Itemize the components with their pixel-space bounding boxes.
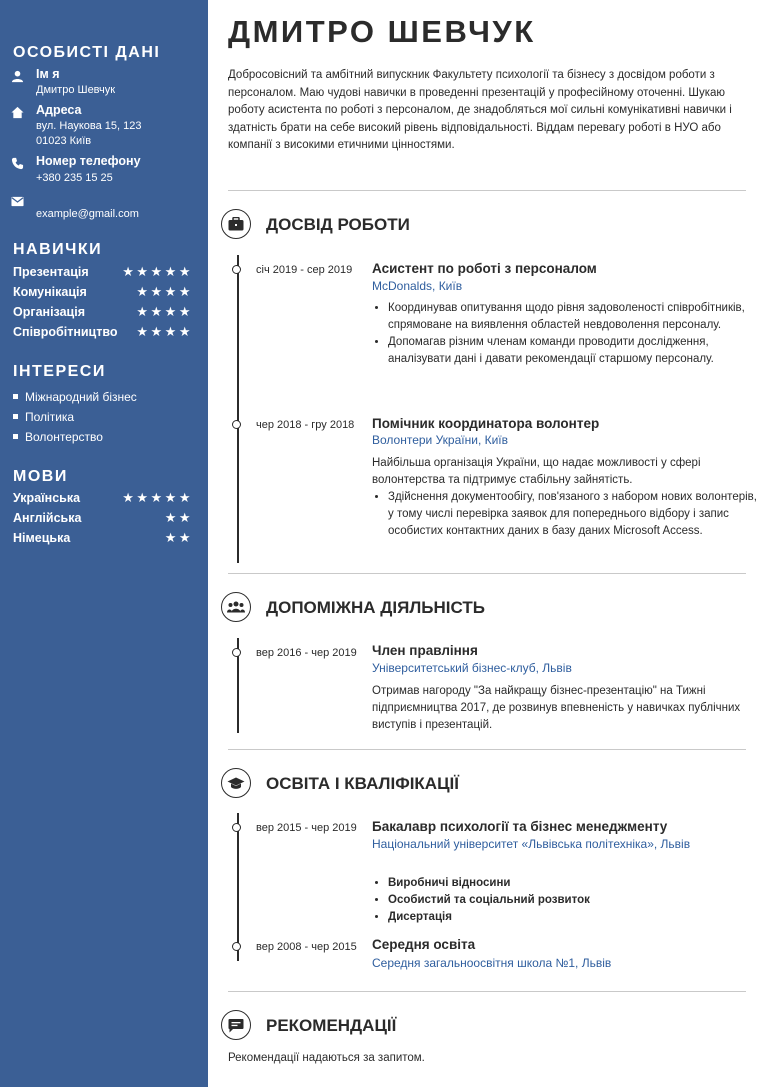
skill-name: Презентація [13,265,89,279]
speech-bubble-icon [221,1010,251,1040]
interest-item [13,410,74,424]
timeline-dot [232,942,241,951]
divider [228,991,746,992]
list-item: • Виробничі відносини [388,875,762,892]
job-bullets [372,300,762,368]
group-icon [221,592,251,622]
name-label: Ім я [36,67,60,81]
graduation-cap-icon [221,768,251,798]
interest-item [13,390,137,404]
job-date: січ 2019 - сер 2019 [256,264,353,276]
candidate-name: ДМИТРО ШЕВЧУК [228,14,536,49]
name-value: Дмитро Шевчук [36,84,116,96]
mail-icon [11,194,25,208]
employer: Волонтери України, Київ [372,433,509,447]
activity-date: вер 2016 - чер 2019 [256,647,357,659]
list-item: • Дисертація [388,909,762,926]
timeline-dot [232,648,241,657]
address-label: Адреса [36,103,82,117]
list-item: • Особистий та соціальний розвиток [388,892,762,909]
star-rating: ★★ [164,510,193,525]
skill-row [13,285,193,303]
references-text: Рекомендації надаються за запитом. [228,1052,425,1064]
skill-row [13,325,193,343]
list-item: • Координував опитування щодо рівня задоволеності співробітників, спрямоване на виявлення областей невдоволення персоналу. [388,300,762,334]
education-date: вер 2015 - чер 2019 [256,822,357,834]
language-row [13,511,193,529]
phone-label: Номер телефону [36,154,141,168]
person-icon [11,70,25,84]
employer: McDonalds, Київ [372,279,463,293]
degree-title: Середня освіта [372,937,476,952]
square-bullet-icon [13,414,18,419]
institution: Національний університет «Львівська політехніка», Львів [372,837,691,851]
activity-org: Університетський бізнес-клуб, Львів [372,661,572,675]
education-heading: ОСВІТА І КВАЛІФІКАЦІЇ [266,774,459,793]
star-rating: ★★★★ [136,324,193,339]
home-icon [11,106,25,120]
star-rating: ★★ [164,530,193,545]
star-rating: ★★★★★ [122,490,193,505]
email-value: example@gmail.com [36,208,139,220]
phone-icon [11,157,25,171]
star-rating: ★★★★ [136,284,193,299]
job-date: чер 2018 - гру 2018 [256,419,355,431]
interests-heading: ІНТЕРЕСИ [13,363,106,380]
language-row [13,491,193,509]
phone-value: +380 235 15 25 [36,172,113,184]
timeline-line [237,255,239,563]
briefcase-icon [221,209,251,239]
list-item: • Здійснення документообігу, пов'язаного з набором нових волонтерів, у тому числі перевірка заявок для попереднього відбору і запис особистих контактних даних в базу даних Microsoft Access. [388,489,762,540]
star-rating: ★★★★ [136,304,193,319]
divider [228,749,746,750]
job-title: Помічник координатора волонтер [372,416,600,431]
square-bullet-icon [13,434,18,439]
skill-name: Організація [13,305,85,319]
timeline-dot [232,823,241,832]
list-item: • Допомагав різним членам команди проводити дослідження, аналізувати дані і давати рекомендації старшому персоналу. [388,334,762,368]
summary-text: Добросовісний та амбітний випускник Факультету психології та бізнесу з досвідом роботи з персоналом. Маю чудові навички в проведенні презентацій у професійному оточенні. Шукаю роботу асистента по роботі з персоналом, де знадобляться мої сильні комунікативні навички і здатність брати на себе високий рівень відповідальності. Віддам перевагу роботі в НУО або компанії з високими етичними цінностями. [228,69,732,151]
sidebar [0,0,208,1087]
skills-heading: НАВИЧКИ [13,241,103,258]
timeline-line [237,813,239,961]
star-rating: ★★★★★ [122,264,193,279]
interest-label: Політика [25,410,75,424]
personal-info-heading: ОСОБИСТІ ДАНІ [13,44,161,61]
divider [228,573,746,574]
timeline-dot [232,420,241,429]
language-name: Німецька [13,531,71,545]
activities-heading: ДОПОМІЖНА ДІЯЛЬНІСТЬ [266,598,485,617]
address-value: вул. Наукова 15, 123 01023 Київ [36,120,142,147]
language-name: Українська [13,491,81,505]
job-bullets [372,489,762,540]
interest-label: Міжнародний бізнес [25,390,137,404]
job-description: Найбільша організація України, що надає можливості у сфері волонтерства та підтримує стабільну зайнятість. [372,457,701,486]
skill-row [13,265,193,283]
job-title: Асистент по роботі з персоналом [372,261,597,276]
institution: Середня загальноосвітня школа №1, Львів [372,956,612,970]
interest-label: Волонтерство [25,430,103,444]
references-heading: РЕКОМЕНДАЦІЇ [266,1016,397,1035]
skill-row [13,305,193,323]
activity-description: Отримав нагороду "За найкращу бізнес-презентацію" на Тижні підприємництва 2017, де розвинув впевненість у навичках публічних виступів і презентацій. [372,685,741,731]
skill-name: Комунікація [13,285,87,299]
timeline-dot [232,265,241,274]
course-list [372,875,762,926]
interest-item [13,430,103,444]
divider [228,190,746,191]
education-date: вер 2008 - чер 2015 [256,941,357,953]
languages-heading: МОВИ [13,468,68,485]
skill-name: Співробітництво [13,325,118,339]
language-name: Англійська [13,511,82,525]
experience-heading: ДОСВІД РОБОТИ [266,215,410,234]
activity-title: Член правління [372,643,478,658]
degree-title: Бакалавр психології та бізнес менеджменту [372,819,668,834]
square-bullet-icon [13,394,18,399]
language-row [13,531,193,549]
